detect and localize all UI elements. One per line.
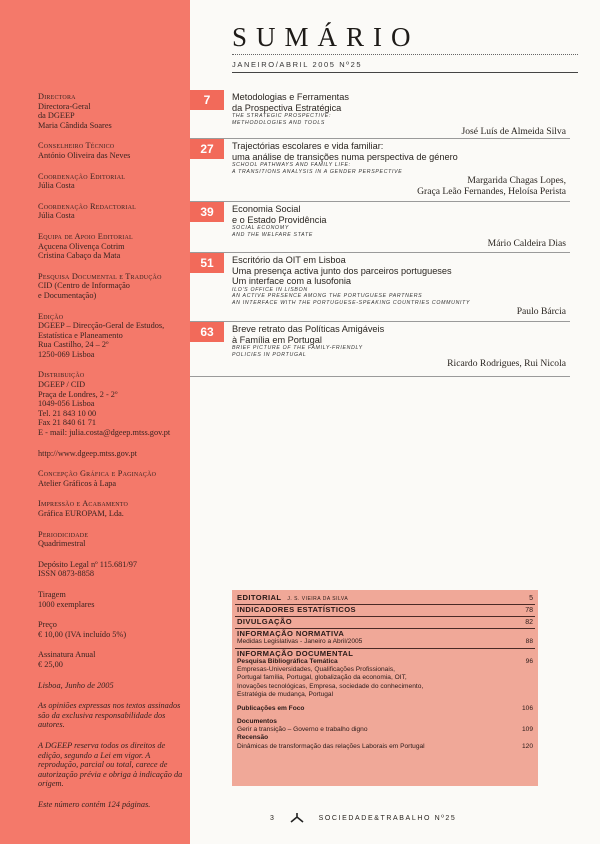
- article-title: uma análise de transições numa perspectiva de género: [232, 151, 458, 162]
- masthead-line: Gráfica EUROPAM, Lda.: [38, 509, 124, 518]
- toc-page: 120: [521, 742, 533, 750]
- article-page-number: 39: [190, 202, 224, 222]
- masthead-group: [38, 272, 188, 301]
- masthead-label: Impressão e Acabamento: [38, 499, 129, 509]
- article-author: Margarida Chagas Lopes,: [467, 175, 566, 186]
- article-english-title: THE STRATEGIC PROSPECTIVE:: [232, 113, 332, 120]
- journal-logo-icon: [289, 812, 305, 824]
- title-rule: [232, 54, 578, 55]
- article-list: [190, 90, 570, 377]
- masthead-line: € 25,00: [38, 659, 63, 669]
- toc-item: Medidas Legislativas - Janeiro a Abril/2005: [237, 638, 363, 646]
- toc-page: 5: [529, 595, 533, 602]
- page-title: SUMÁRIO: [232, 22, 420, 52]
- masthead-line: CID (Centro de Informação: [38, 281, 130, 291]
- article-english-title: METHODOLOGIES AND TOOLS: [232, 119, 326, 126]
- masthead-line: DGEEP – Direcção-Geral de Estudos,: [38, 321, 165, 331]
- article-author: Graça Leão Fernandes, Heloísa Perista: [417, 186, 566, 197]
- article-english-title: ILO'S OFFICE IN LISBON: [232, 286, 308, 293]
- masthead-line: Fax 21 840 61 71: [38, 418, 97, 428]
- toc-label: INDICADORES ESTATÍSTICOS: [237, 605, 357, 614]
- masthead-line: ISSN 0873-8858: [38, 569, 95, 579]
- toc-editorial-author: J. S. VIEIRA DA SILVA: [287, 596, 349, 602]
- article-title: da Prospectiva Estratégica: [232, 102, 342, 113]
- toc-box: [232, 590, 538, 786]
- toc-page: 96: [525, 657, 533, 665]
- masthead-line: Júlia Costa: [38, 181, 75, 191]
- masthead-line[interactable]: http://www.dgeep.mtss.gov.pt: [38, 448, 137, 458]
- masthead-line[interactable]: E - mail: julia.costa@dgeep.mtss.gov.pt: [38, 428, 171, 438]
- masthead-group: [38, 232, 188, 261]
- masthead-label: Concepção Gráfica e Paginação: [38, 469, 157, 479]
- toc-divulgacao[interactable]: [235, 617, 535, 629]
- article-author: Ricardo Rodrigues, Rui Nicola: [447, 358, 566, 369]
- article-title: Trajectórias escolares e vida familiar:: [232, 141, 384, 151]
- masthead-group: [38, 370, 188, 437]
- masthead-line: Directora-Geral: [38, 101, 91, 111]
- toc-page: 82: [525, 619, 533, 626]
- toc-indicadores[interactable]: [235, 605, 535, 617]
- article-title: Um interface com a lusofonia: [232, 276, 351, 287]
- pages-note: Este número contém 124 páginas.: [38, 799, 151, 809]
- toc-page: 106: [521, 705, 533, 713]
- toc-editorial[interactable]: [235, 593, 535, 605]
- article-title: Economia Social: [232, 204, 301, 214]
- toc-normativa[interactable]: [235, 629, 535, 649]
- masthead-line: Preço: [38, 620, 57, 630]
- masthead-label: Coordenação Redactorial: [38, 201, 136, 211]
- issue-line: JANEIRO/ABRIL 2005 Nº25: [232, 60, 363, 69]
- toc-sublabel: Documentos: [237, 717, 277, 725]
- masthead-line: Rua Castilho, 24 – 2º: [38, 340, 109, 350]
- masthead-line: Cristina Cabaço da Mata: [38, 251, 121, 261]
- toc-documentos[interactable]: [237, 726, 533, 734]
- article-author: José Luís de Almeida Silva: [461, 126, 566, 137]
- article-entry[interactable]: [190, 202, 570, 253]
- toc-item: Gerir a transição – Governo e trabalho digno: [237, 725, 368, 733]
- masthead-group: [38, 172, 188, 191]
- masthead-line: da DGEEP: [38, 111, 75, 121]
- toc-publicacoes[interactable]: [237, 705, 533, 713]
- article-author: Paulo Bárcia: [516, 306, 566, 317]
- masthead-group: [38, 469, 188, 488]
- article-entry[interactable]: [190, 139, 570, 202]
- masthead-group: [38, 620, 188, 639]
- masthead-group: [38, 312, 188, 360]
- article-title: Uma presença activa junto dos parceiros portugueses: [232, 265, 452, 276]
- masthead-label: Coordenação Editorial: [38, 171, 126, 181]
- masthead-line: Tel. 21 843 10 00: [38, 408, 97, 418]
- article-english-title: AND THE WELFARE STATE: [232, 231, 313, 238]
- article-title: Metodologias e Ferramentas: [232, 92, 349, 102]
- toc-label: INFORMAÇÃO DOCUMENTAL: [237, 648, 354, 658]
- masthead-label: Distribuição: [38, 370, 85, 380]
- masthead-group: [38, 141, 188, 160]
- issue-rule: [232, 72, 578, 73]
- article-entry[interactable]: [190, 90, 570, 139]
- toc-pesquisa[interactable]: [237, 658, 533, 666]
- article-title: Escritório da OIT em Lisboa: [232, 255, 346, 265]
- toc-documental: [235, 649, 535, 752]
- masthead-label: Equipa de Apoio Editorial: [38, 231, 133, 241]
- toc-pesquisa-line: Estratégia de mudança, Portugal: [237, 691, 334, 699]
- masthead-line: Quadrimestral: [38, 539, 86, 549]
- toc-sublabel: Recensão: [237, 734, 269, 742]
- masthead-line: e Documentação): [38, 290, 97, 300]
- masthead-line: Depósito Legal nº 115.681/97: [38, 559, 138, 569]
- masthead-group: [38, 499, 188, 518]
- article-page-number: 7: [190, 90, 224, 110]
- masthead-line: Tiragem: [38, 589, 66, 599]
- masthead-label: Directora: [38, 92, 76, 101]
- article-english-title: SCHOOL PATHWAYS AND FAMILY LIFE:: [232, 162, 351, 169]
- article-english-title: A TRANSITIONS ANALYSIS IN A GENDER PERSPECTIVE: [232, 168, 403, 175]
- masthead-label: Periodicidade: [38, 529, 89, 539]
- toc-item: Dinâmicas de transformação das relações Laborais em Portugal: [237, 742, 425, 750]
- masthead-label: Conselheiro Técnico: [38, 141, 115, 151]
- toc-pesquisa-line: Empresas-Universidades, Qualificações Profissionais,: [237, 666, 395, 674]
- toc-page: 88: [525, 638, 533, 646]
- masthead-group: [38, 530, 188, 549]
- article-english-title: AN ACTIVE PRESENCE AMONG THE PORTUGUESE PARTNERS: [232, 293, 423, 300]
- masthead-line: Júlia Costa: [38, 211, 75, 221]
- masthead-line: 1000 exemplares: [38, 599, 95, 609]
- masthead-line: DGEEP / CID: [38, 380, 86, 390]
- masthead-line: Estatística e Planeamento: [38, 330, 123, 340]
- masthead-line: Maria Cândida Soares: [38, 120, 112, 130]
- toc-label: EDITORIAL: [237, 593, 282, 602]
- article-page-number: 27: [190, 139, 224, 159]
- masthead-group: [38, 92, 188, 130]
- masthead-line: 1250-069 Lisboa: [38, 349, 95, 359]
- masthead-line: 1049-056 Lisboa: [38, 399, 95, 409]
- toc-sublabel: Pesquisa Bibliográfica Temática: [237, 657, 338, 665]
- toc-label: DIVULGAÇÃO: [237, 617, 293, 626]
- toc-sublabel: Publicações em Foco: [237, 705, 305, 713]
- toc-page: 109: [521, 725, 533, 733]
- rights-note: A DGEEP reserva todos os direitos de edição, segundo a Lei em vigor. A reprodução, parcial ou total, carece de autorização prévia e obriga à indicação da origem.: [38, 740, 183, 789]
- masthead-line: Atelier Gráficos à Lapa: [38, 478, 117, 488]
- page-footer: [270, 812, 580, 824]
- toc-pesquisa-line: Inovações tecnológicas, Empresa, sociedade do conhecimento,: [237, 682, 424, 690]
- masthead-line: António Oliveira das Neves: [38, 150, 131, 160]
- article-title: e o Estado Providência: [232, 214, 327, 225]
- toc-recensao[interactable]: [237, 743, 533, 751]
- masthead-group: [38, 560, 188, 579]
- footer-journal: SOCIEDADE&TRABALHO Nº25: [318, 814, 457, 822]
- article-english-title: POLICIES IN PORTUGAL: [232, 351, 307, 358]
- article-english-title: BRIEF PICTURE OF THE FAMILY-FRIENDLY: [232, 345, 363, 352]
- masthead-group: [38, 590, 188, 609]
- article-entry[interactable]: [190, 322, 570, 377]
- masthead-label: Edição: [38, 311, 64, 321]
- date-note: Lisboa, Junho de 2005: [38, 680, 114, 690]
- masthead-group: [38, 449, 188, 459]
- article-entry[interactable]: [190, 253, 570, 322]
- masthead: [38, 92, 188, 820]
- article-author: Mário Caldeira Dias: [487, 238, 566, 249]
- opinions-note: As opiniões expressas nos textos assinados são da exclusiva responsabilidade dos autores.: [38, 701, 181, 730]
- masthead-line: Assinatura Anual: [38, 650, 96, 660]
- article-page-number: 51: [190, 253, 224, 273]
- masthead-group: [38, 202, 188, 221]
- masthead-label: Pesquisa Documental e Tradução: [38, 271, 162, 281]
- toc-page: 78: [525, 607, 533, 614]
- article-english-title: SOCIAL ECONOMY: [232, 225, 289, 232]
- masthead-group: [38, 650, 188, 669]
- toc-pesquisa-line: Portugal família, Portugal, globalização da economia, OIT,: [237, 674, 407, 682]
- article-title: Breve retrato das Políticas Amigáveis: [232, 324, 385, 334]
- masthead-line: Açucena Olivença Cotrim: [38, 241, 125, 251]
- article-page-number: 63: [190, 322, 224, 342]
- article-title: à Família em Portugal: [232, 334, 322, 345]
- article-english-title: AN INTERFACE WITH THE PORTUGUESE-SPEAKING COUNTRIES COMMUNITY: [232, 299, 471, 306]
- toc-label: INFORMAÇÃO NORMATIVA: [237, 629, 345, 638]
- masthead-line: Praça de Londres, 2 - 2º: [38, 389, 118, 399]
- masthead-line: € 10,00 (IVA incluído 5%): [38, 629, 127, 639]
- footer-page-number: 3: [270, 814, 276, 822]
